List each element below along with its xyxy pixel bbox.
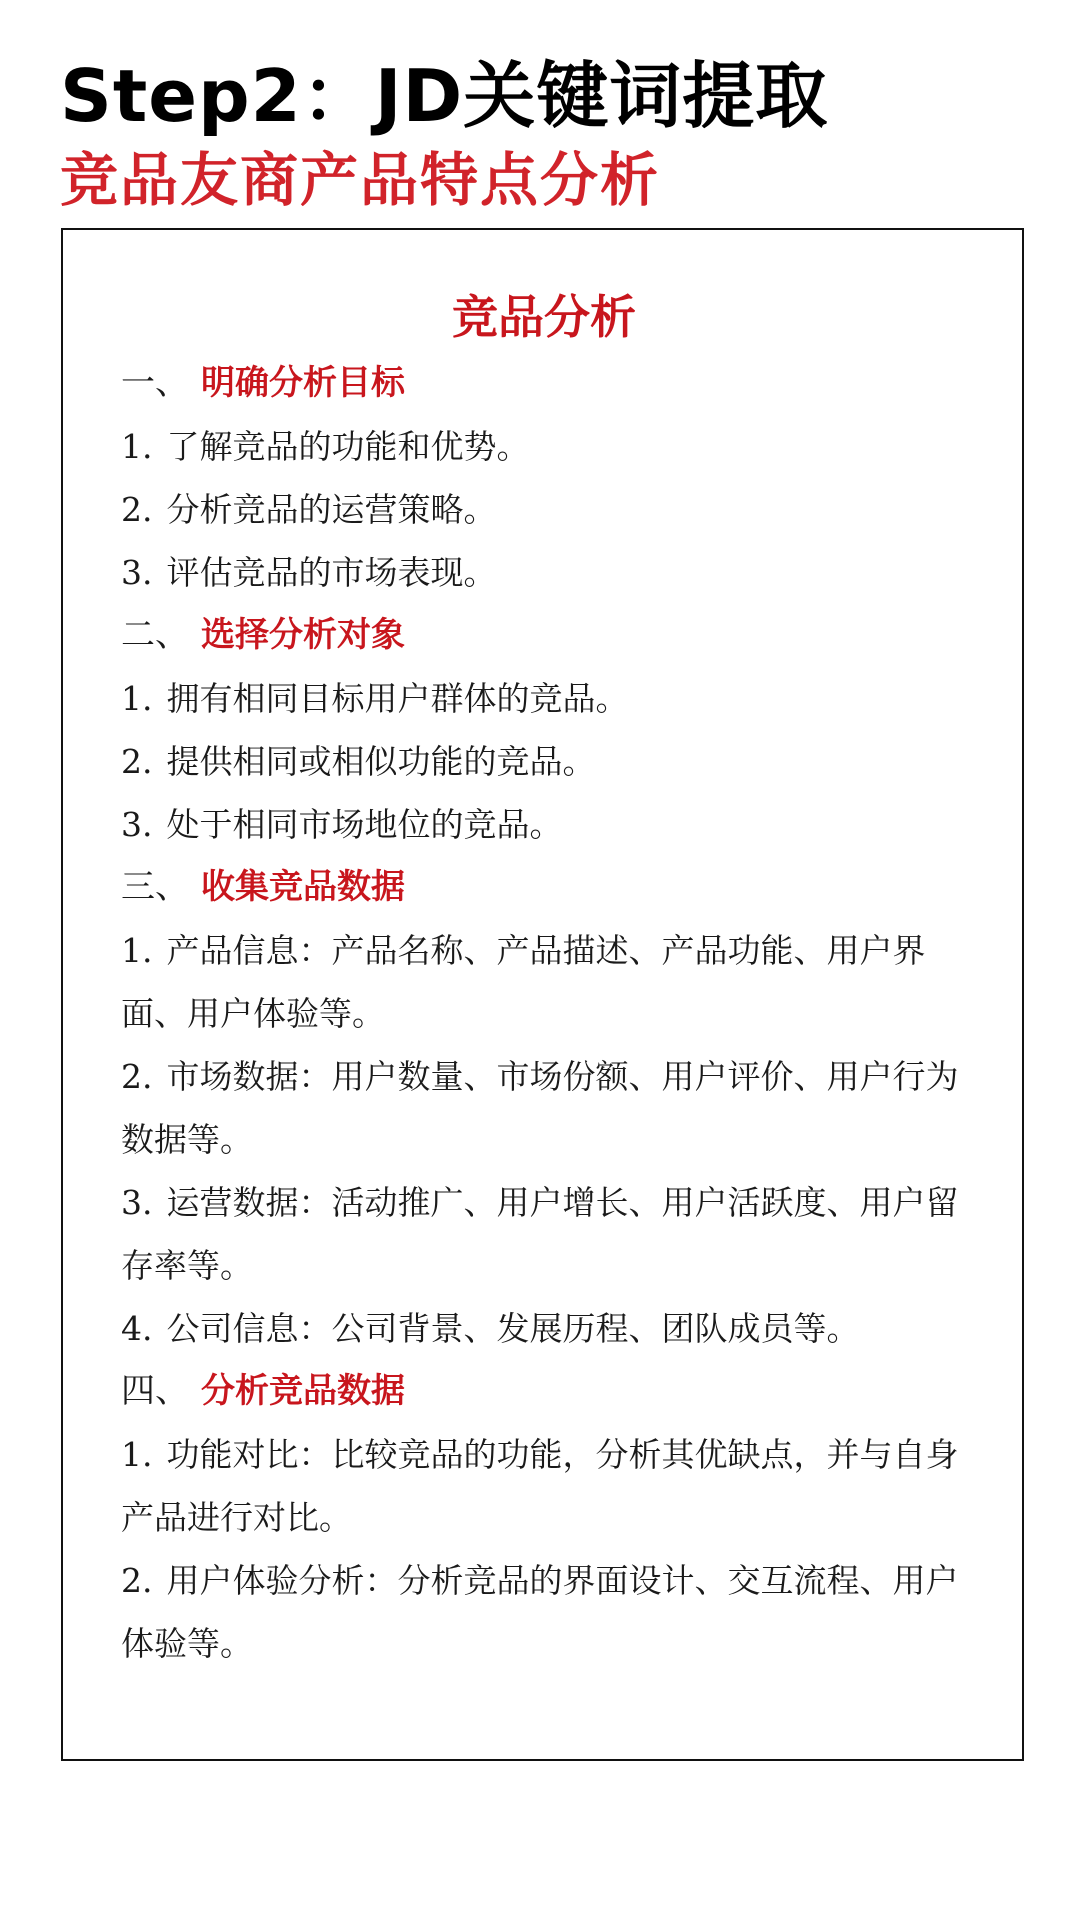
item-number: 1. [121, 931, 153, 970]
section-targets [121, 604, 967, 856]
card-content [121, 285, 967, 1675]
item-text: 评估竞品的市场表现。 [166, 553, 497, 592]
page-title: Step2：JD关键词提取 [60, 54, 829, 138]
item-number: 3. [121, 553, 153, 592]
list-item [121, 415, 967, 478]
item-number: 4. [121, 1309, 153, 1348]
item-number: 2. [121, 490, 153, 529]
list-item [121, 793, 967, 856]
section-label: 明确分析目标 [201, 363, 405, 403]
item-text: 分析竞品的运营策略。 [166, 490, 497, 529]
item-text: 公司信息：公司背景、发展历程、团队成员等。 [166, 1309, 860, 1348]
item-text: 拥有相同目标用户群体的竞品。 [166, 679, 629, 718]
section-heading [121, 1360, 967, 1423]
item-text: 提供相同或相似功能的竞品。 [166, 742, 596, 781]
list-item [121, 667, 967, 730]
section-heading [121, 352, 967, 415]
list-item [121, 1423, 967, 1549]
item-number: 2. [121, 742, 153, 781]
section-number: 一、 [121, 363, 189, 403]
section-heading [121, 856, 967, 919]
list-item [121, 541, 967, 604]
section-number: 四、 [121, 1371, 189, 1411]
item-number: 2. [121, 1057, 153, 1096]
item-number: 3. [121, 805, 153, 844]
list-item [121, 1549, 967, 1675]
item-text: 了解竞品的功能和优势。 [166, 427, 530, 466]
section-goals [121, 352, 967, 604]
analysis-card [61, 228, 1024, 1761]
item-number: 2. [121, 1561, 153, 1600]
item-text: 用户体验分析：分析竞品的界面设计、交互流程、用户体验等。 [121, 1561, 959, 1663]
list-item [121, 1045, 967, 1171]
item-text: 运营数据：活动推广、用户增长、用户活跃度、用户留存率等。 [121, 1183, 959, 1285]
section-label: 收集竞品数据 [201, 867, 405, 907]
section-label: 分析竞品数据 [201, 1371, 405, 1411]
section-heading [121, 604, 967, 667]
list-item [121, 1171, 967, 1297]
list-item [121, 919, 967, 1045]
list-item [121, 730, 967, 793]
item-number: 3. [121, 1183, 153, 1222]
item-text: 处于相同市场地位的竞品。 [166, 805, 563, 844]
card-title: 竞品分析 [452, 290, 636, 344]
section-number: 三、 [121, 867, 189, 907]
item-text: 功能对比：比较竞品的功能，分析其优缺点，并与自身产品进行对比。 [121, 1435, 959, 1537]
item-number: 1. [121, 1435, 153, 1474]
section-collect-data [121, 856, 967, 1360]
list-item [121, 1297, 967, 1360]
page-subtitle: 竞品友商产品特点分析 [60, 146, 661, 214]
section-number: 二、 [121, 615, 189, 655]
item-text: 产品信息：产品名称、产品描述、产品功能、用户界面、用户体验等。 [121, 931, 926, 1033]
section-label: 选择分析对象 [201, 615, 405, 655]
item-number: 1. [121, 679, 153, 718]
list-item [121, 478, 967, 541]
section-analyze-data [121, 1360, 967, 1675]
item-number: 1. [121, 427, 153, 466]
item-text: 市场数据：用户数量、市场份额、用户评价、用户行为数据等。 [121, 1057, 959, 1159]
